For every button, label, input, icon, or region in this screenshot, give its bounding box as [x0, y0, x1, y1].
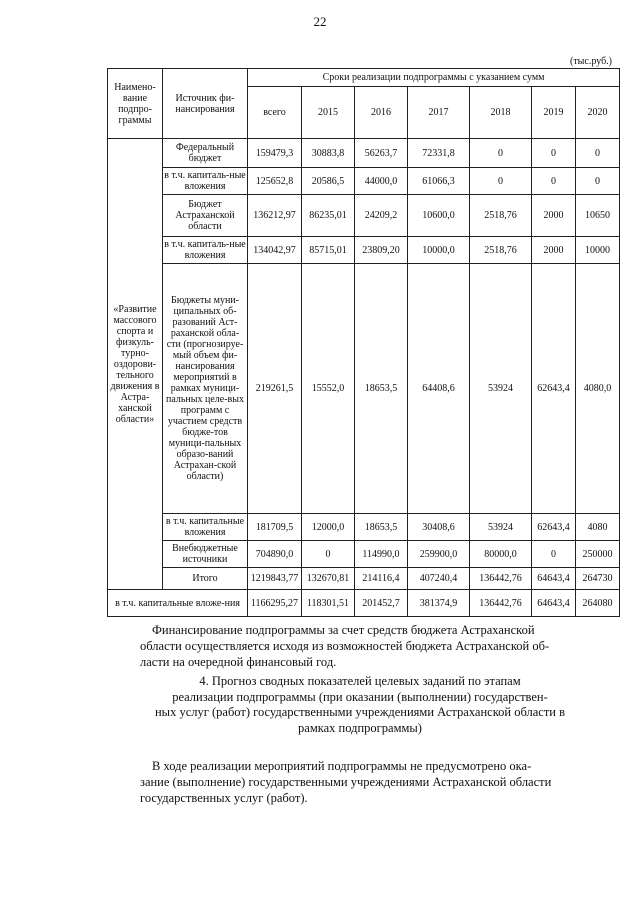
value-cell: 64643,4 — [532, 590, 576, 617]
header-year: 2018 — [470, 87, 532, 139]
header-total: всего — [248, 87, 302, 139]
value-cell: 0 — [532, 541, 576, 568]
value-cell: 80000,0 — [470, 541, 532, 568]
header-year: 2019 — [532, 87, 576, 139]
value-cell: 136442,76 — [470, 590, 532, 617]
value-cell: 61066,3 — [408, 168, 470, 195]
source-cell: Бюджет Астраханской области — [163, 195, 248, 237]
header-name: Наимено-вание подпро-граммы — [108, 69, 163, 139]
value-cell: 64643,4 — [532, 568, 576, 590]
services-note — [140, 758, 620, 806]
capital-label: в т.ч. капитальные вложе-ния — [108, 590, 248, 617]
total-cell: 1166295,27 — [248, 590, 302, 617]
value-cell: 2000 — [532, 195, 576, 237]
value-cell: 250000 — [576, 541, 620, 568]
value-cell: 0 — [470, 168, 532, 195]
unit-label: (тыс.руб.) — [569, 56, 612, 67]
source-cell: Федеральный бюджет — [163, 139, 248, 168]
total-cell: 159479,3 — [248, 139, 302, 168]
value-cell: 407240,4 — [408, 568, 470, 590]
value-cell: 2518,76 — [470, 237, 532, 264]
value-cell: 53924 — [470, 264, 532, 514]
value-cell: 264080 — [576, 590, 620, 617]
value-cell: 44000,0 — [355, 168, 408, 195]
value-cell: 0 — [470, 139, 532, 168]
total-cell: 219261,5 — [248, 264, 302, 514]
header-year: 2017 — [408, 87, 470, 139]
total-cell: 136212,97 — [248, 195, 302, 237]
value-cell: 62643,4 — [532, 264, 576, 514]
text-line: государственных услуг (работ). — [140, 791, 308, 805]
value-cell: 62643,4 — [532, 514, 576, 541]
value-cell: 18653,5 — [355, 514, 408, 541]
text-line: области осуществляется исходя из возможностей бюджета Астраханской об- — [140, 639, 550, 653]
value-cell: 0 — [302, 541, 355, 568]
financing-note — [140, 622, 620, 670]
value-cell: 23809,20 — [355, 237, 408, 264]
value-cell: 0 — [576, 168, 620, 195]
value-cell: 132670,81 — [302, 568, 355, 590]
header-source: Источник фи-нансирования — [163, 69, 248, 139]
value-cell: 259900,0 — [408, 541, 470, 568]
value-cell: 381374,9 — [408, 590, 470, 617]
value-cell: 10000 — [576, 237, 620, 264]
value-cell: 118301,51 — [302, 590, 355, 617]
value-cell: 72331,8 — [408, 139, 470, 168]
value-cell: 0 — [532, 139, 576, 168]
value-cell: 114990,0 — [355, 541, 408, 568]
text-line: реализации подпрограммы (при оказании (выполнении) государствен- — [172, 689, 548, 704]
page-number: 22 — [313, 14, 327, 29]
header-year: 2020 — [576, 87, 620, 139]
value-cell: 0 — [532, 168, 576, 195]
value-cell: 214116,4 — [355, 568, 408, 590]
value-cell: 201452,7 — [355, 590, 408, 617]
value-cell: 10650 — [576, 195, 620, 237]
value-cell: 30883,8 — [302, 139, 355, 168]
total-cell: 704890,0 — [248, 541, 302, 568]
source-cell: в т.ч. капиталь-ные вложения — [163, 168, 248, 195]
value-cell: 56263,7 — [355, 139, 408, 168]
value-cell: 136442,76 — [470, 568, 532, 590]
value-cell: 53924 — [470, 514, 532, 541]
value-cell: 15552,0 — [302, 264, 355, 514]
total-cell: 134042,97 — [248, 237, 302, 264]
header-period: Сроки реализации подпрограммы с указанием сумм — [248, 69, 620, 87]
value-cell: 86235,01 — [302, 195, 355, 237]
value-cell: 264730 — [576, 568, 620, 590]
header-year: 2016 — [355, 87, 408, 139]
value-cell: 10600,0 — [408, 195, 470, 237]
text-line: В ходе реализации мероприятий подпрограммы не предусмотрено ока- — [152, 759, 532, 773]
source-cell: Внебюджетные источники — [163, 541, 248, 568]
source-cell: в т.ч. капиталь-ные вложения — [163, 237, 248, 264]
text-line: зание (выполнение) государственными учреждениями Астраханской области — [140, 775, 552, 789]
value-cell: 2000 — [532, 237, 576, 264]
value-cell: 24209,2 — [355, 195, 408, 237]
text-line: ласти на очередной финансовый год. — [140, 655, 337, 669]
total-cell: 125652,8 — [248, 168, 302, 195]
value-cell: 12000,0 — [302, 514, 355, 541]
value-cell: 20586,5 — [302, 168, 355, 195]
total-cell: 1219843,77 — [248, 568, 302, 590]
program-name: «Развитие массового спорта и физкуль-турно-оздорови-тельного движения в Астра-ханской области» — [108, 139, 163, 590]
value-cell: 18653,5 — [355, 264, 408, 514]
section-heading — [120, 674, 600, 736]
value-cell: 10000,0 — [408, 237, 470, 264]
text-line: Финансирование подпрограммы за счет средств бюджета Астраханской — [152, 623, 535, 637]
text-line: рамках подпрограммы) — [298, 720, 422, 735]
total-cell: 181709,5 — [248, 514, 302, 541]
text-line: 4. Прогноз сводных показателей целевых заданий по этапам — [199, 674, 521, 688]
value-cell: 2518,76 — [470, 195, 532, 237]
itogo-label: Итого — [163, 568, 248, 590]
value-cell: 64408,6 — [408, 264, 470, 514]
value-cell: 4080 — [576, 514, 620, 541]
value-cell: 30408,6 — [408, 514, 470, 541]
financing-table — [107, 68, 620, 617]
value-cell: 85715,01 — [302, 237, 355, 264]
source-cell: Бюджеты муни-ципальных об-разований Аст-раханской обла-сти (прогнозируе-мый объем фи-нансирования мероприятий в рамках муници-пальных целе-вых программ с участием средств бюдже-тов муници-пальных образо-ваний Астрахан-ской области) — [163, 264, 248, 514]
value-cell: 0 — [576, 139, 620, 168]
header-year: 2015 — [302, 87, 355, 139]
text-line: ных услуг (работ) государственными учреждениями Астраханской области в — [154, 705, 566, 719]
value-cell: 4080,0 — [576, 264, 620, 514]
source-cell: в т.ч. капитальные вложения — [163, 514, 248, 541]
